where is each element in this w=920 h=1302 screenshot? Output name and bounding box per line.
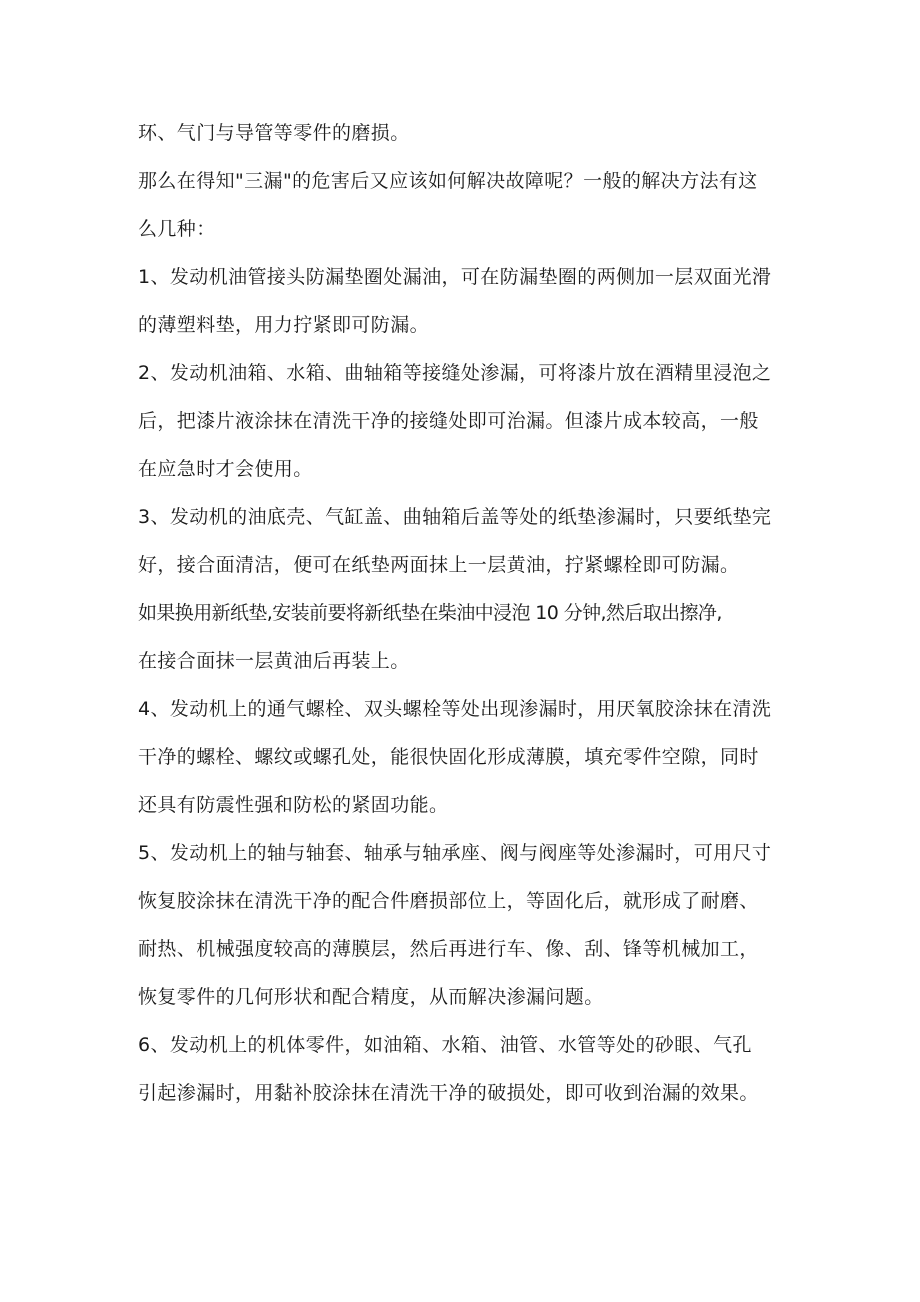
text-line: 在应急时才会使用。 <box>138 458 313 480</box>
paragraph-method-2 <box>138 349 788 493</box>
text-line: 么几种： <box>138 218 216 240</box>
text-line: 后，把漆片液涂抹在清洗干净的接缝处即可治漏。但漆片成本较高，一般 <box>138 410 759 432</box>
text-line: 那么在得知"三漏"的危害后又应该如何解决故障呢？一般的解决方法有这 <box>138 170 758 192</box>
text-line: 5、发动机上的轴与轴套、轴承与轴承座、阀与阀座等处渗漏时，可用尺寸 <box>138 842 772 864</box>
text-line: 1、发动机油管接头防漏垫圈处漏油，可在防漏垫圈的两侧加一层双面光滑 <box>138 266 772 288</box>
paragraph-intro-question <box>138 157 788 253</box>
text-line: 2、发动机油箱、水箱、曲轴箱等接缝处渗漏，可将漆片放在酒精里浸泡之 <box>138 362 772 384</box>
paragraph-method-6 <box>138 1021 788 1117</box>
paragraph-method-4 <box>138 685 788 829</box>
text-line: 恢复零件的几何形状和配合精度，从而解决渗漏问题。 <box>138 986 604 1008</box>
text-line: 如果换用新纸垫,安装前要将新纸垫在柴油中浸泡 10 分钟,然后取出擦净, <box>138 602 722 624</box>
text-line: 好，接合面清洁，便可在纸垫两面抹上一层黄油，拧紧螺栓即可防漏。 <box>138 554 740 576</box>
paragraph-method-5 <box>138 829 788 1021</box>
text-line: 4、发动机上的通气螺栓、双头螺栓等处出现渗漏时，用厌氧胶涂抹在清洗 <box>138 698 772 720</box>
text-line: 的薄塑料垫，用力拧紧即可防漏。 <box>138 314 430 336</box>
text-line: 还具有防震性强和防松的紧固功能。 <box>138 794 449 816</box>
text-line: 6、发动机上的机体零件，如油箱、水箱、油管、水管等处的砂眼、气孔 <box>138 1034 752 1056</box>
text-line: 3、发动机的油底壳、气缸盖、曲轴箱后盖等处的纸垫渗漏时，只要纸垫完 <box>138 506 772 528</box>
text-line: 引起渗漏时，用黏补胶涂抹在清洗干净的破损处，即可收到治漏的效果。 <box>138 1082 759 1104</box>
document-body <box>138 109 788 1117</box>
text-line: 环、气门与导管等零件的磨损。 <box>138 122 410 144</box>
paragraph-method-3 <box>138 493 788 589</box>
text-line: 干净的螺栓、螺纹或螺孔处，能很快固化形成薄膜，填充零件空隙，同时 <box>138 746 759 768</box>
text-line: 在接合面抹一层黄油后再装上。 <box>138 650 410 672</box>
text-line: 耐热、机械强度较高的薄膜层，然后再进行车、像、刮、锋等机械加工， <box>138 938 759 960</box>
paragraph-new-gasket-note <box>138 589 788 685</box>
text-line: 恢复胶涂抹在清洗干净的配合件磨损部位上，等固化后，就形成了耐磨、 <box>138 890 759 912</box>
paragraph-valve-wear <box>138 109 788 157</box>
paragraph-method-1 <box>138 253 788 349</box>
